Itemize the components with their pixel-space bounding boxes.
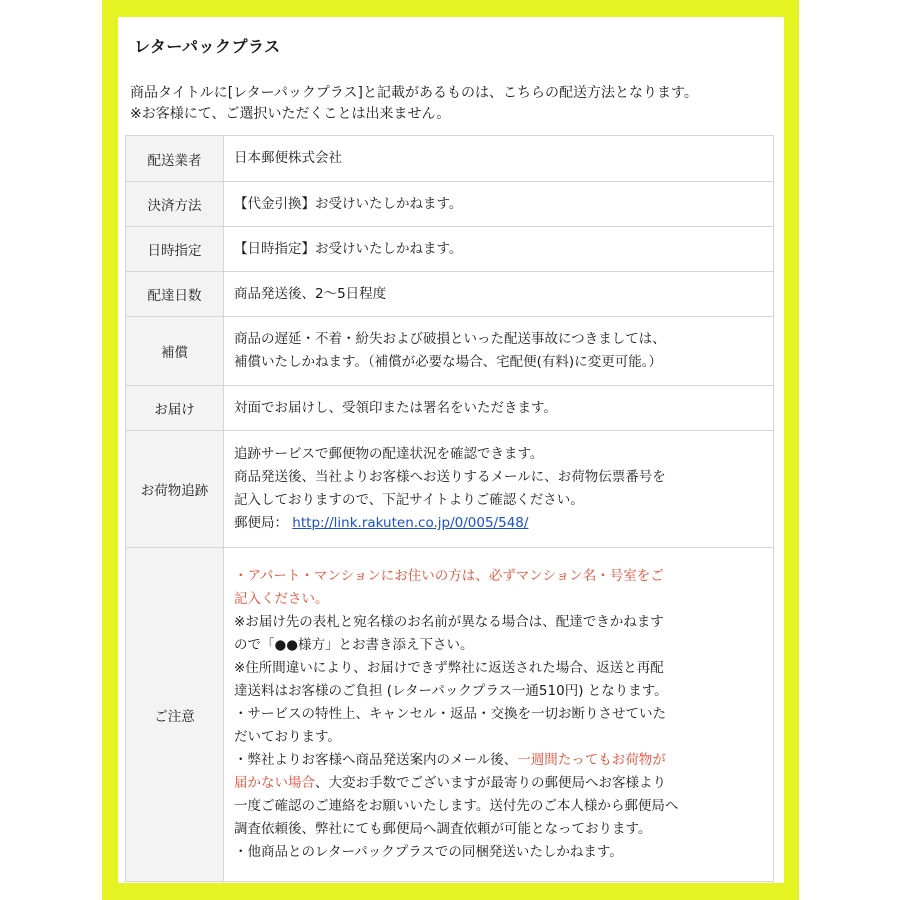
value-payment: 【代金引換】お受けいたしかねます。: [224, 182, 774, 227]
notes-line-4: ので「●●様方」とお書き添え下さい。: [234, 637, 474, 653]
label-datetime: 日時指定: [126, 227, 224, 272]
notes-line-10: [234, 772, 767, 795]
tracking-line-2: 商品発送後、当社よりお客様へお送りするメールに、お荷物伝票番号を: [234, 469, 666, 485]
notes-line-2: 記入ください。: [234, 591, 329, 607]
value-datetime: 【日時指定】お受けいたしかねます。: [224, 227, 774, 272]
notes-line-10-text: 、大変お手数でございますが最寄りの郵便局へお客様より: [315, 775, 666, 791]
notes-line-11: 一度ご確認のご連絡をお願いいたします。送付先のご本人様から郵便局へ: [234, 798, 679, 814]
shipping-info-table: [125, 135, 774, 882]
notes-line-6: 達送料はお客様のご負担 (レターパックプラス一通510円) となります。: [234, 683, 668, 699]
row-carrier: [126, 136, 774, 182]
value-delivery-days: 商品発送後、2〜5日程度: [224, 272, 774, 317]
row-delivery-days: [126, 272, 774, 317]
compensation-line-2: 補償いたしかねます。（補償が必要な場合、宅配便(有料)に変更可能。）: [234, 354, 662, 370]
tracking-link[interactable]: http://link.rakuten.co.jp/0/005/548/: [292, 515, 529, 531]
notes-line-8: だいております。: [234, 729, 341, 745]
notes-warning-one-week: 一週間たってもお荷物が: [517, 752, 666, 768]
notes-line-5: ※住所間違いにより、お届けできず弊社に返送された場合、返送と再配: [234, 660, 664, 676]
label-carrier: 配送業者: [126, 136, 224, 182]
notes-line-9-text: ・弊社よりお客様へ商品発送案内のメール後、: [234, 752, 518, 768]
row-compensation: [126, 317, 774, 386]
notes-line-13: ・他商品とのレターパックプラスでの同梱発送いたしかねます。: [234, 844, 623, 860]
tracking-line-3: 記入しておりますので、下記サイトよりご確認ください。: [234, 492, 584, 508]
value-receipt: 対面でお届けし、受領印または署名をいただきます。: [224, 386, 774, 431]
notes-line-9: [234, 749, 767, 772]
row-tracking: [126, 431, 774, 548]
section-title: レターパックプラス: [134, 37, 281, 56]
row-datetime: [126, 227, 774, 272]
row-notes: [126, 548, 774, 882]
value-tracking: [224, 431, 774, 548]
intro-line-2: ※お客様にて、ご選択いただくことは出来ません。: [130, 106, 451, 122]
notes-warning-not-arrived: 届かない場合: [234, 775, 315, 791]
compensation-line-1: 商品の遅延・不着・紛失および破損といった配送事故につきましては、: [234, 331, 666, 347]
tracking-line-1: 追跡サービスで郵便物の配達状況を確認できます。: [234, 446, 544, 462]
value-carrier: 日本郵便株式会社: [224, 136, 774, 182]
label-notes: ご注意: [126, 548, 224, 882]
intro-text: [130, 83, 698, 125]
tracking-link-prefix: 郵便局：: [234, 515, 288, 531]
label-tracking: お荷物追跡: [126, 431, 224, 548]
row-receipt: [126, 386, 774, 431]
label-compensation: 補償: [126, 317, 224, 386]
label-payment: 決済方法: [126, 182, 224, 227]
label-delivery-days: 配達日数: [126, 272, 224, 317]
notes-line-3: ※お届け先の表札と宛名様のお名前が異なる場合は、配達できかねます: [234, 614, 664, 630]
shipping-info-card: [118, 17, 784, 883]
value-notes: [224, 548, 774, 882]
notes-line-7: ・サービスの特性上、キャンセル・返品・交換を一切お断りさせていた: [234, 706, 666, 722]
notes-line-1: ・アパート・マンションにお住いの方は、必ずマンション名・号室をご: [234, 568, 664, 584]
tracking-line-4: [234, 512, 767, 535]
notes-line-12: 調査依頼後、弊社にても郵便局へ調査依頼が可能となっております。: [234, 821, 652, 837]
label-receipt: お届け: [126, 386, 224, 431]
row-payment: [126, 182, 774, 227]
intro-line-1: 商品タイトルに[レターパックプラス]と記載があるものは、こちらの配送方法となります。: [130, 85, 698, 101]
value-compensation: [224, 317, 774, 386]
